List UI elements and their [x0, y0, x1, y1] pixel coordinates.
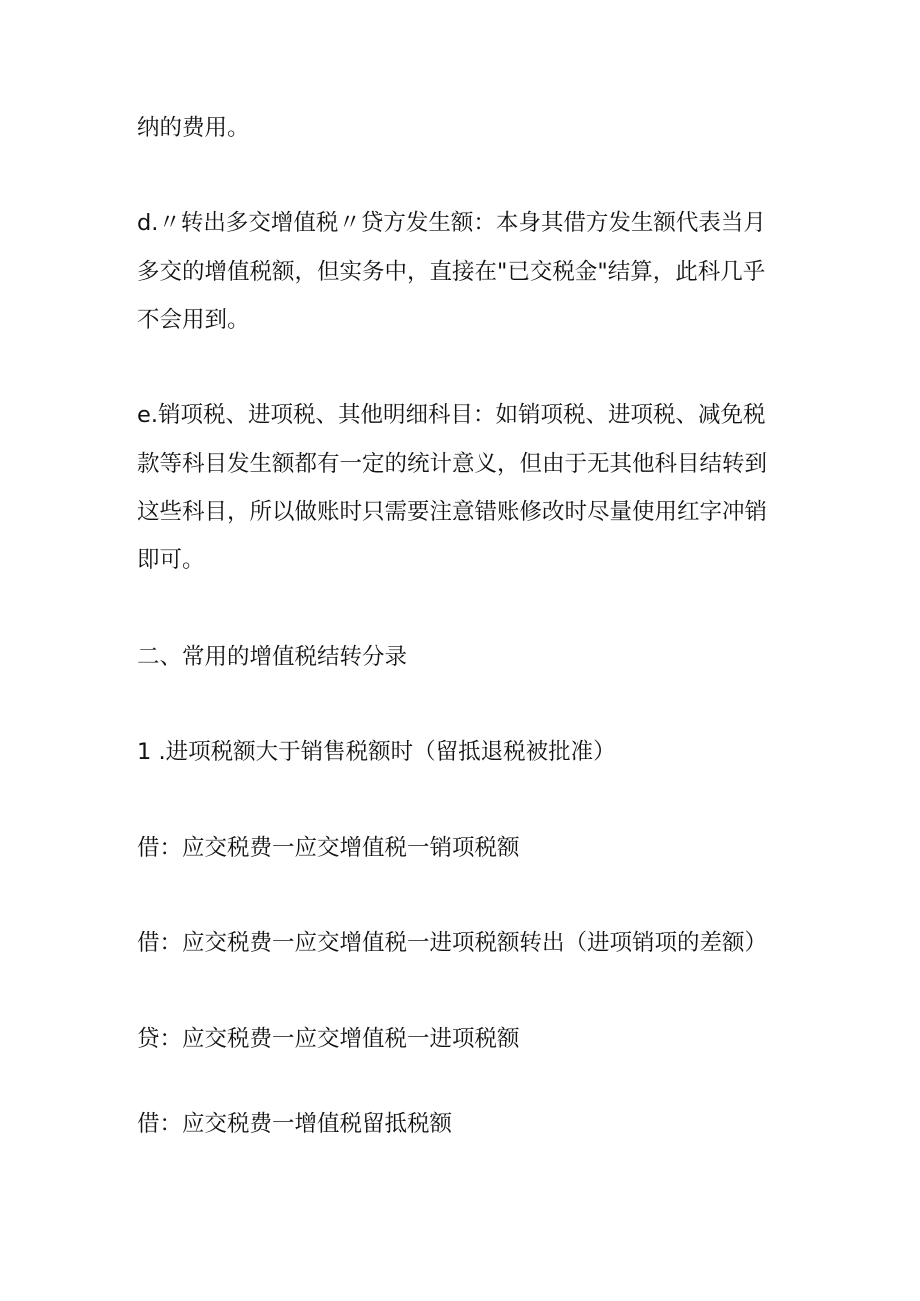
journal-entry: 借：应交税费一应交增值税一进项税额转出（进项销项的差额） [137, 930, 768, 956]
journal-entry: 借：应交税费一增值税留抵税额 [137, 1111, 453, 1137]
item-1-heading: 1 .进项税额大于销售税额时（留抵退税被批准） [137, 739, 616, 765]
paragraph-d-line-1: d.〃转出多交增值税〃贷方发生额：本身其借方发生额代表当月 [137, 210, 766, 236]
paragraph-e-line-1: e.销项税、进项税、其他明细科目：如销项税、进项税、减免税 [137, 402, 766, 428]
journal-entry: 贷：应交税费一应交增值税一进项税额 [137, 1026, 520, 1052]
journal-entry: 借：应交税费一应交增值税一销项税额 [137, 835, 520, 861]
paragraph-e-line-3: 这些科目，所以做账时只需要注意错账修改时尽量使用红字冲销 [137, 499, 768, 525]
paragraph-d-line-3: 不会用到。 [137, 307, 250, 333]
paragraph-e-line-2: 款等科目发生额都有一定的统计意义，但由于无其他科目结转到 [137, 451, 768, 477]
paragraph-e-line-4: 即可。 [137, 547, 205, 573]
section-heading: 二、常用的增值税结转分录 [137, 644, 408, 670]
paragraph-a-tail: 纳的费用。 [137, 115, 250, 141]
paragraph-d-line-2: 多交的增值税额，但实务中，直接在"已交税金"结算，此科几乎 [137, 259, 766, 285]
